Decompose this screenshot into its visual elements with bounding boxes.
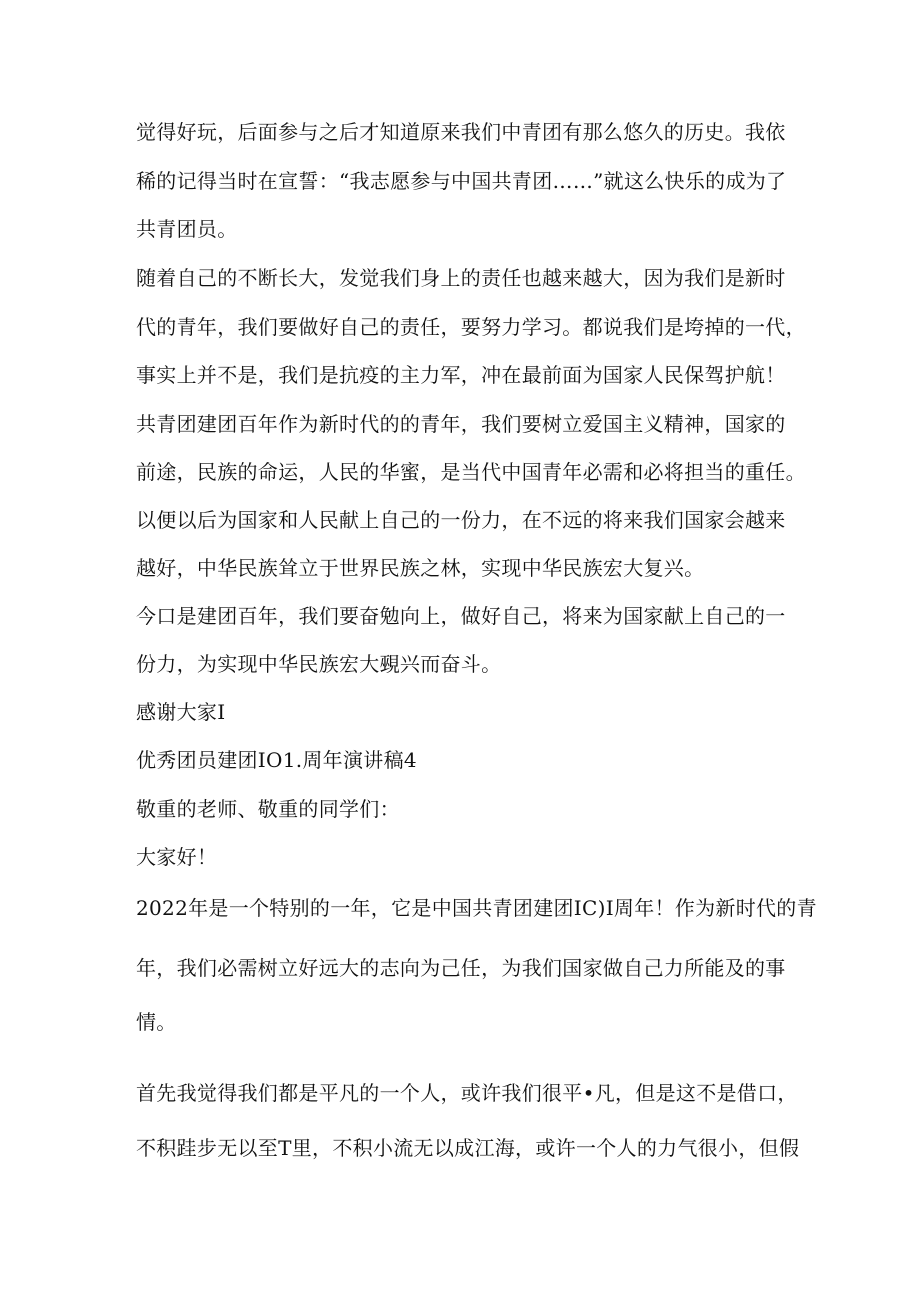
- text-line: 首先我觉得我们都是平凡的一个人，或许我们很平•凡，但是这不是借口，: [136, 1081, 798, 1105]
- text-line: 不积跬步无以至T里，不积小流无以成江海，或许一个人的力气很小，但假: [136, 1136, 800, 1160]
- text-line: 情。: [136, 1010, 177, 1034]
- section-heading: 优秀团员建团IO1.周年演讲稿4: [136, 748, 417, 772]
- text-line: 前途，民族的命运，人民的华蜜，是当代中国青年必需和必将担当的重任。: [136, 460, 806, 484]
- text-line: 共青团建团百年作为新时代的的青年，我们要树立爱国主义精神，国家的: [136, 412, 786, 436]
- text-line: 年，我们必需树立好远大的志向为己任，为我们国家做自己力所能及的事: [136, 956, 786, 980]
- text-line: 份力，为实现中华民族宏大覡兴而奋斗。: [136, 652, 502, 676]
- text-line: 敬重的老师、敬重的同学们：: [136, 797, 400, 821]
- text-line: 感谢大家I: [136, 700, 226, 724]
- text-line: 2022年是一个特别的一年，它是中国共青团建团IC)I周年！作为新时代的青: [136, 896, 817, 920]
- text-line: 以便以后为国家和人民献上自己的一份力，在不远的将来我们国家会越来: [136, 508, 786, 532]
- text-line: 共青团员。: [136, 217, 238, 241]
- text-line: 今口是建团百年，我们要奋勉向上，做好自己，将来为国家献上自己的一: [136, 604, 786, 628]
- text-line: 越好，中华民族耸立于世界民族之林，实现中华民族宏大复兴。: [136, 556, 705, 580]
- text-line: 代的青年，我们要做好自己的责任，要努力学习。都说我们是垮掉的一代，: [136, 315, 806, 339]
- text-line: 随着自己的不断长大，发觉我们身上的责任也越来越大，因为我们是新时: [136, 266, 786, 290]
- text-line: 觉得好玩，后面参与之后才知道原来我们中青团有那么悠久的历史。我依: [136, 120, 786, 144]
- text-line: 稀的记得当时在宣誓：“我志愿参与中国共青团……”就这么快乐的成为了: [136, 169, 787, 193]
- text-line: 大家好！: [136, 845, 218, 869]
- text-line: 事实上并不是，我们是抗疫的主力军，冲在最前面为国家人民保驾护航！: [136, 363, 786, 387]
